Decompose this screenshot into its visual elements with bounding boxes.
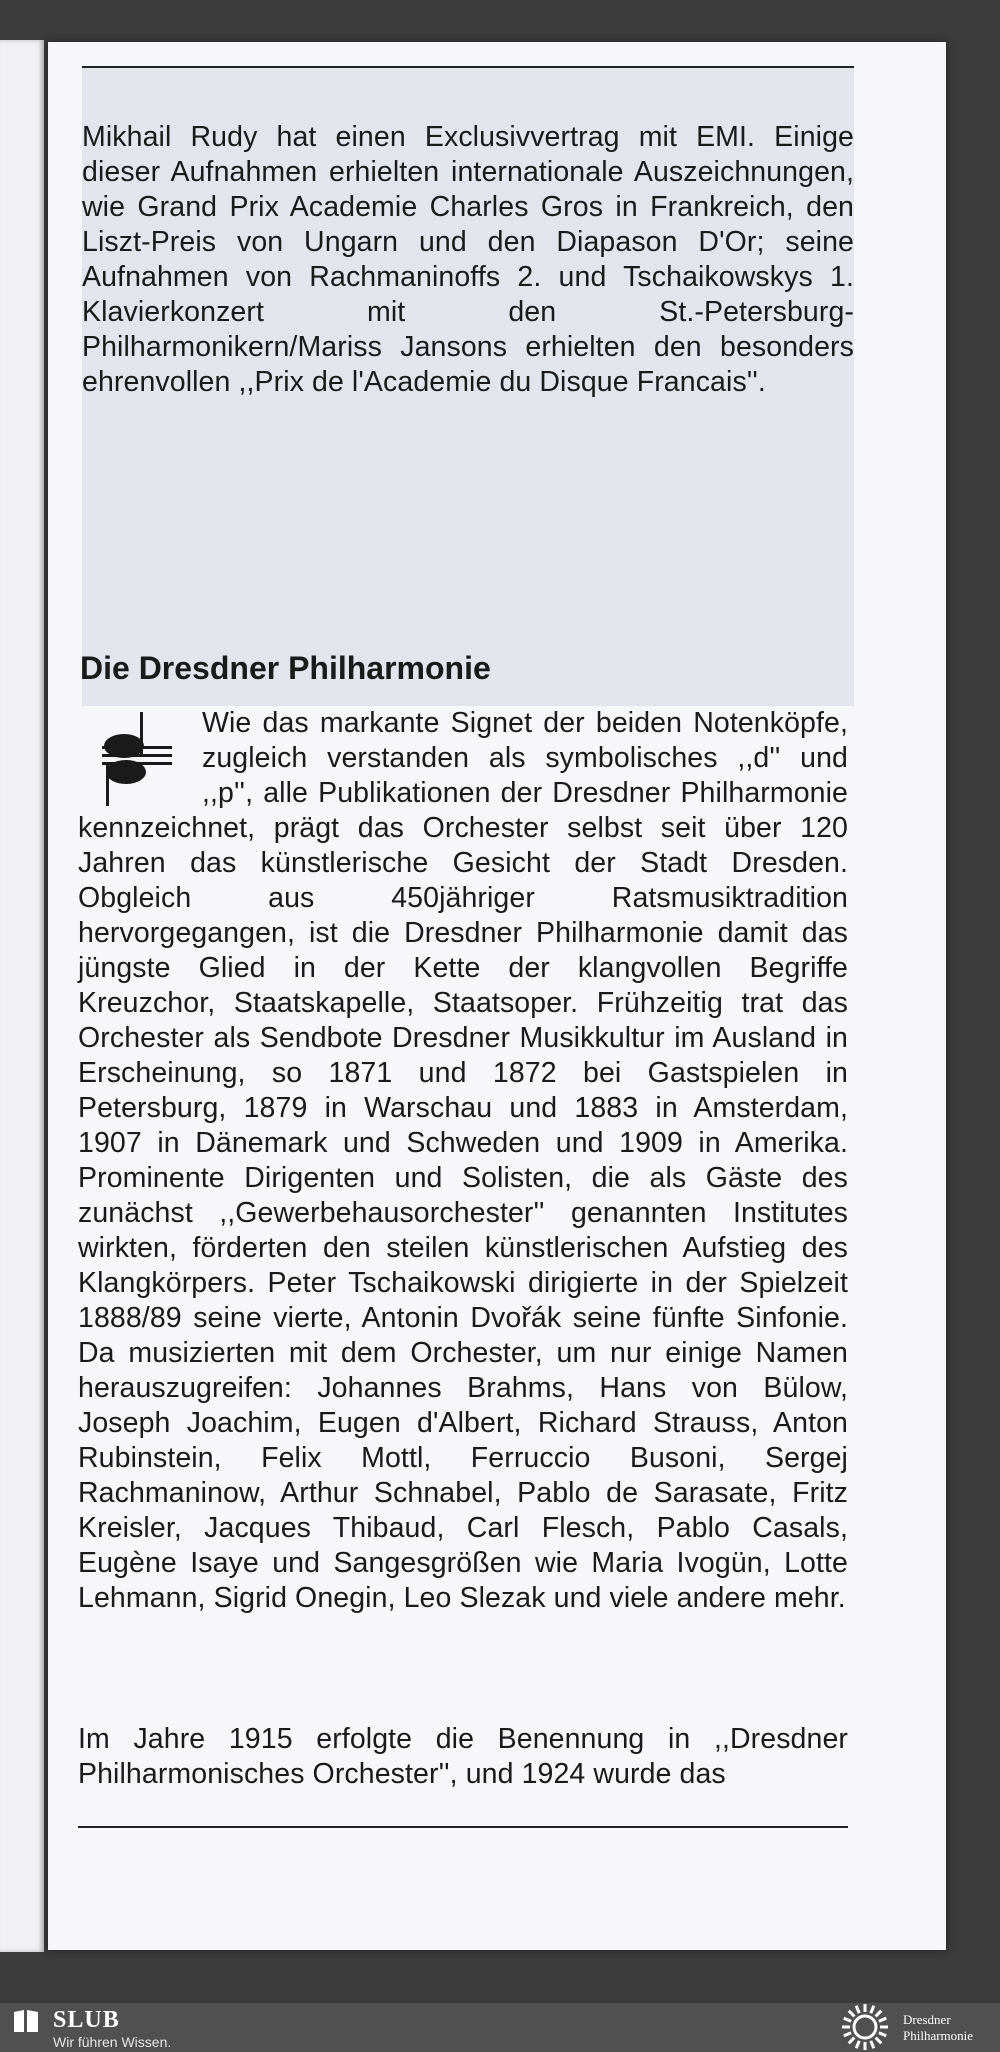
- brand-line-2: Philharmonie: [903, 2028, 974, 2043]
- section-title: Die Dresdner Philharmonie: [80, 650, 491, 686]
- footer-bar: [0, 2003, 1000, 2052]
- facing-page-edge: [0, 40, 44, 1952]
- signet-two-noteheads-icon: [78, 710, 196, 810]
- paragraph-philharmonie: [78, 706, 848, 1616]
- bottom-rule: [78, 1826, 848, 1828]
- book-icon: [12, 2008, 40, 2034]
- slub-logo-text[interactable]: SLUB: [53, 2007, 120, 2033]
- paragraph-rudy: Mikhail Rudy hat einen Exclusivvertrag mit EMI. Einige dieser Aufnahmen erhielten internationale Auszeichnungen, wie Grand Prix Academie Charles Gros in Frankreich, den Liszt-Preis von Ungarn und den Diapason D'Or; seine Aufnahmen von Rachmaninoffs 2. und Tschaikowskys 1. Klavierkonzert mit den St.-Petersburg-Philharmonikern/Mariss Jansons erhielten den besonders ehrenvollen ,,Prix de l'Academie du Disque Francais''.: [82, 121, 854, 398]
- paragraph-benennung: Im Jahre 1915 erfolgte die Benennung in ,,Dresdner Philharmonisches Orchester'', und 1924 wurde das: [78, 1723, 848, 1790]
- brand-line-1: Dresdner: [903, 2012, 951, 2027]
- top-rule: [82, 66, 854, 68]
- paragraph-philharmonie-text: Wie das markante Signet der beiden Notenköpfe, zugleich verstanden als symbolisches ,,d'' und ,,p'', alle Publikationen der Dresdner Philharmonie kennzeichnet, prägt das Orchester selbst seit über 120 Jahren das künstlerische Gesicht der Stadt Dresden. Obgleich aus 450jähriger Ratsmusiktradition hervorgegangen, ist die Dresdner Philharmonie damit das jüngste Glied in der Kette der klangvollen Begriffe Kreuzchor, Staatskapelle, Staatsoper. Frühzeitig trat das Orchester als Sendbote Dresdner Musikkultur im Ausland in Erscheinung, so 1871 und 1872 bei Gastspielen in Petersburg, 1879 in Warschau und 1883 in Amsterdam, 1907 in Dänemark und Schweden und 1909 in Amerika. Prominente Dirigenten und Solisten, die als Gäste des zunächst ,,Gewerbehausorchester'' genannten Institutes wirkten, förderten den steilen künstlerischen Aufstieg des Klangkörpers. Peter Tschaikowski dirigierte in der Spielzeit 1888/89 seine vierte, Antonin Dvořák seine fünfte Sinfonie. Da musizierten mit dem Orchester, um nur einige Namen herauszugreifen: Johannes Brahms, Hans von Bülow, Joseph Joachim, Eugen d'Albert, Richard Strauss, Anton Rubinstein, Felix Mottl, Ferruccio Busoni, Sergej Rachmaninow, Arthur Schnabel, Pablo de Sarasate, Fritz Kreisler, Jacques Thibaud, Carl Flesch, Pablo Casals, Eugène Isaye und Sangesgrößen wie Maria Ivogün, Lotte Lehmann, Sigrid Onegin, Leo Slezak und viele andere mehr.: [78, 707, 848, 1614]
- slub-tagline: Wir führen Wissen.: [53, 2034, 172, 2050]
- sun-logo-icon: [838, 2003, 892, 2052]
- dresdner-philharmonie-logo-text[interactable]: [903, 2012, 973, 2044]
